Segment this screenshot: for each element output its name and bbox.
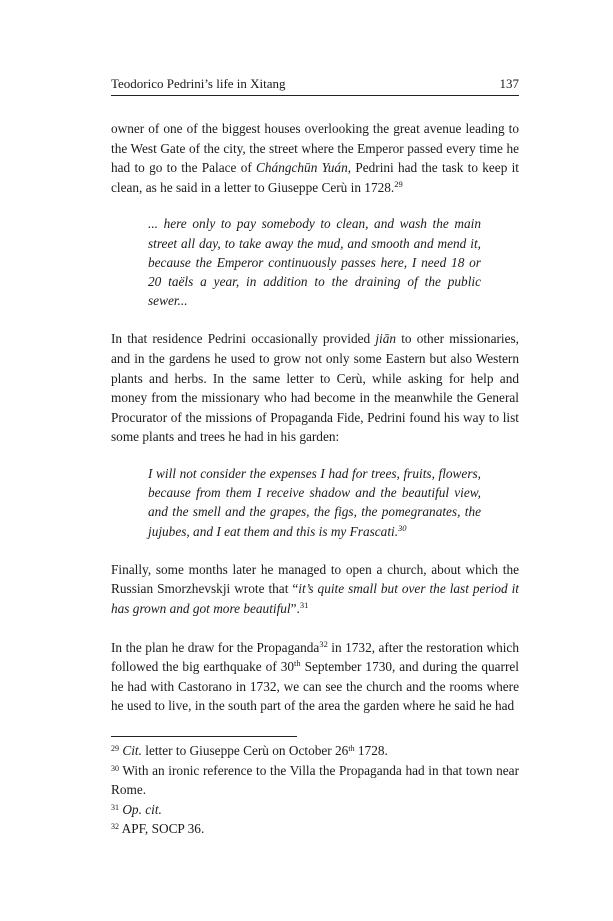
footnote-italic: Cit. xyxy=(122,743,142,758)
ordinal-suffix: th xyxy=(294,658,301,669)
paragraph-4-text-a: In the plan he draw for the Propaganda xyxy=(111,639,320,655)
footnote-rule xyxy=(111,736,297,737)
paragraph-1-text-a: owner of one of the biggest houses overlooking the great avenue leading to the West Gate of the city, the street where the Emperor passed every time he had to go to the Palace of xyxy=(111,121,519,176)
footnote-italic: Op. cit. xyxy=(122,801,162,817)
footnote-text: APF, SOCP 36. xyxy=(119,821,205,837)
footnote-ref-29: 29 xyxy=(394,178,403,189)
place-name: Chángchūn Yuán xyxy=(256,160,348,176)
footnote-ref-30: 30 xyxy=(398,522,407,533)
page-number: 137 xyxy=(499,76,519,91)
chinese-term: jiān xyxy=(375,331,397,347)
paragraph-4-text-c: September 1730, and during the quarrel he had with Castorano in 1732, we can see the church and the rooms where he used to live, in the south part of the area the garden where he said he had xyxy=(111,659,519,714)
footnote-text: With an ironic reference to the Villa the Propaganda had in that town near Rome. xyxy=(111,762,519,798)
footnote-text-end: 1728. xyxy=(354,743,388,758)
inline-quotation: it’s quite small but over the last period it has grown and got more beautiful xyxy=(111,581,519,616)
footnote-number: 31 xyxy=(111,802,119,812)
footnote xyxy=(111,741,519,761)
footnote xyxy=(111,819,519,839)
header-rule xyxy=(111,95,519,96)
footnote-ref-31: 31 xyxy=(299,599,309,610)
footnote-number: 30 xyxy=(111,763,119,773)
paragraph-3-text-a: Finally, some months later he managed to open a church, about which the Russian Smorzhevskji wrote that “ xyxy=(111,561,519,597)
footnote-number: 29 xyxy=(111,744,119,753)
block-quote-2-text: I will not consider the expenses I had for trees, fruits, flowers, because from them I receive shadow and the beautiful view, and the smell and the grapes, the figs, the pomegranates, the jujubes, and I eat them and this is my Frascati. xyxy=(148,465,481,539)
block-quote-1: ... here only to pay somebody to clean, and wash the main street all day, to take away the mud, and smooth and mend it, because the Emperor continuously passes here, I need 18 or 20 taëls a year, in addition to the draining of the public sewer... xyxy=(148,216,481,309)
paragraph-1-text-b: , Pedrini had the task to keep it clean, as he said in a letter to Giuseppe Cerù in 1728. xyxy=(111,160,519,195)
footnote xyxy=(111,761,519,800)
paragraph-2-text-b: to other missionaries, and in the gardens he used to grow not only some Eastern but also Western plants and herbs. In the same letter to Cerù, while asking for help and money from the missionary who had become in the meanwhile the General Procurator of the missions of Propaganda Fide, Pedrini found his way to list some plants and trees he had in his garden: xyxy=(111,331,519,445)
footnotes xyxy=(111,741,519,839)
body-text xyxy=(111,119,519,716)
paragraph-4-text-b: in 1732, after the restoration which followed the big earthquake of 30 xyxy=(111,639,519,675)
footnote-number: 32 xyxy=(111,822,119,832)
footnote-text: letter to Giuseppe Cerù on October 26 xyxy=(141,743,349,758)
running-title: Teodorico Pedrini’s life in Xitang xyxy=(111,76,286,91)
paragraph-3-text-b: ”. xyxy=(290,600,300,616)
footnote-ordinal: th xyxy=(348,744,355,753)
paragraph-2-text-a: In that residence Pedrini occasionally provided xyxy=(111,331,376,347)
footnote xyxy=(111,800,519,820)
block-quote-2 xyxy=(148,464,481,541)
paragraph-4 xyxy=(111,638,519,716)
paragraph-1 xyxy=(111,119,519,197)
paragraph-3 xyxy=(111,560,519,619)
footnote-ref-32: 32 xyxy=(319,638,328,649)
paragraph-2 xyxy=(111,329,519,447)
